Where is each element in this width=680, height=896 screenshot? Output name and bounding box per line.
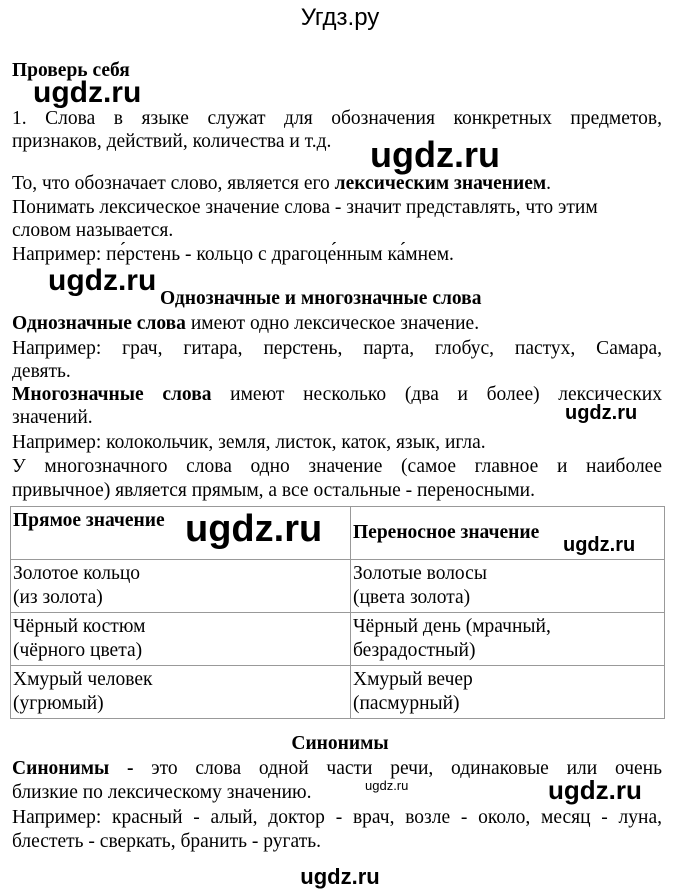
paragraph-line: привычное) является прямым, а все остальные - переносными. [12,480,535,501]
watermark: ugdz.ru [33,76,142,109]
watermark: ugdz.ru [563,534,636,556]
paragraph-line: словом называется. [12,220,174,241]
table-cell: Чёрный день (мрачный, безрадостный) [351,613,665,666]
table-row [11,560,665,613]
term-polysemous: Многозначные слова [12,384,212,405]
text: То, что обозначает слово, является его [12,173,335,194]
paragraph-line [12,173,551,195]
watermark: ugdz.ru [565,402,638,424]
paragraph-line: признаков, действий, количества и т.д. [12,131,332,152]
watermark: ugdz.ru [365,778,409,793]
paragraph-line: Понимать лексическое значение слова - значит представлять, что этим [12,197,598,218]
text: это слова одной части речи, одинаковые или очень [133,758,662,779]
site-title: Угдз.ру [300,4,380,31]
section-title: Однозначные и многозначные слова [160,288,482,309]
watermark: ugdz.ru [185,508,323,550]
header-direct-meaning: Прямое значение [11,507,351,560]
table-cell: Чёрный костюм (чёрного цвета) [11,613,351,666]
paragraph-line [12,313,479,335]
example-line: Например: колокольчик, земля, листок, каток, язык, игла. [12,432,486,453]
example-line: девять. [12,361,71,382]
paragraph-line: У многозначного слова одно значение (самое главное и наиболее [12,456,662,477]
footer-watermark: ugdz.ru [300,864,380,889]
watermark: ugdz.ru [48,264,157,297]
table-cell: Золотое кольцо (из золота) [11,560,351,613]
table-cell: Хмурый человек (угрюмый) [11,666,351,719]
example-line: Например: пе́рстень - кольцо с драгоце́нным ка́мнем. [12,244,454,265]
watermark: ugdz.ru [370,134,500,175]
paragraph-line: близкие по лексическому значению. [12,782,312,803]
example-line: Например: красный - алый, доктор - врач, возле - около, месяц - луна, [12,807,662,828]
term-lexical-meaning: лексическим значением [334,173,547,194]
table-cell: Золотые волосы (цвета золота) [351,560,665,613]
text: имеют одно лексическое значение. [185,313,480,334]
text: . [546,173,552,194]
example-line: Например: грач, гитара, перстень, парта, глобус, пастух, Самара, [12,338,662,359]
example-line: блестеть - сверкать, бранить - ругать. [12,831,321,852]
term-monosemous: Однозначные слова [12,313,186,334]
table-row [11,613,665,666]
table-cell: Хмурый вечер (пасмурный) [351,666,665,719]
paragraph-line: 1. Слова в языке служат для обозначения конкретных предметов, [12,108,662,129]
paragraph-line: значений. [12,407,93,428]
check-yourself-heading: Проверь себя [12,60,130,81]
term-synonyms: Синонимы - [12,758,134,779]
section-title: Синонимы [291,733,389,754]
text: имеют несколько (два и более) лексических [211,384,662,405]
header-figurative-meaning: Переносное значение [351,507,665,560]
watermark: ugdz.ru [548,775,642,805]
table-row [11,666,665,719]
